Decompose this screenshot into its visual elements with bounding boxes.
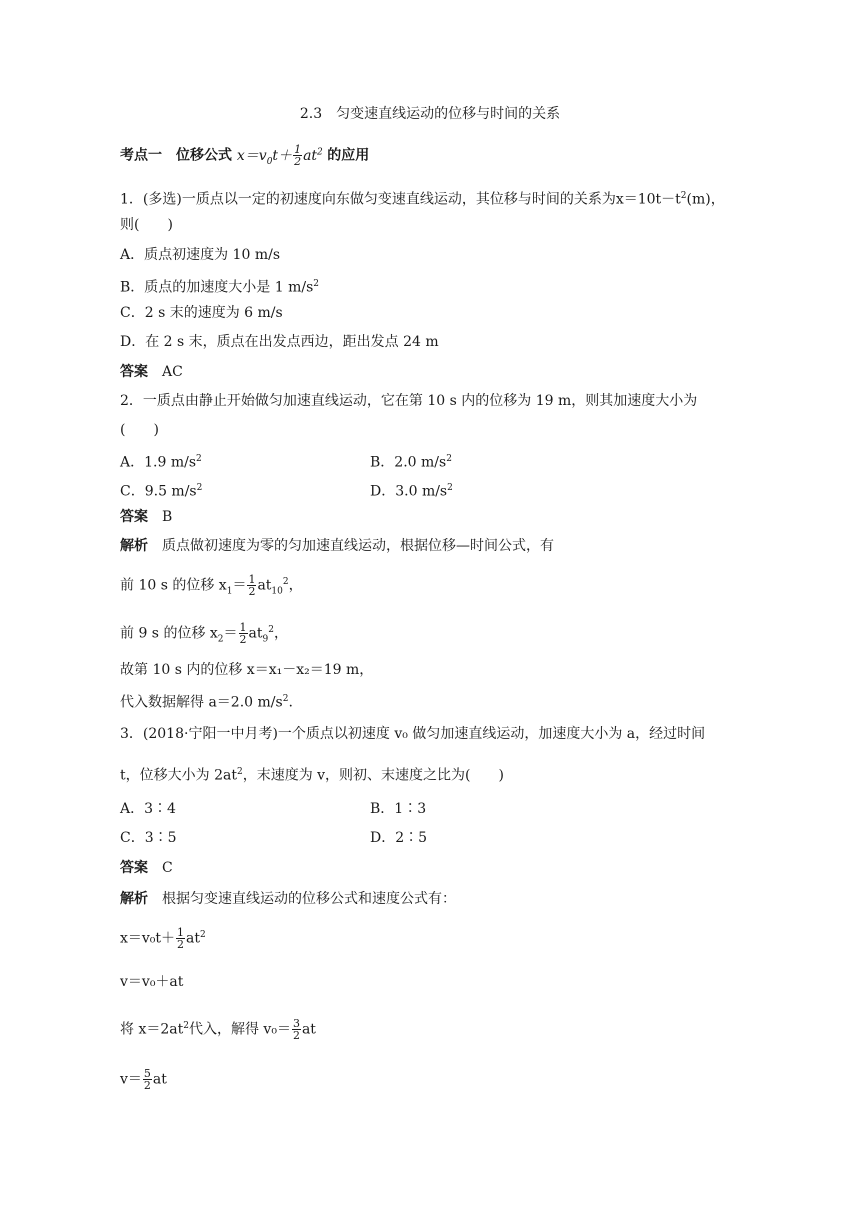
- section-heading: [120, 142, 369, 171]
- q1-option-d: D．在 2 s 末，质点在出发点西边，距出发点 24 m: [120, 334, 439, 350]
- q1-stem: 1．(多选)一质点以一定的初速度向东做匀变速直线运动，其位移与时间的关系为$x=10t-t^2(m)$，: [120, 191, 725, 208]
- q2-option-c: C．9.5 $m/s^2$: [120, 483, 203, 500]
- q3-analysis: 解析 根据匀变速直线运动的位移公式和速度公式有：: [120, 891, 456, 907]
- q1-stem-line2: 则( ): [120, 217, 173, 233]
- q2-analysis-step1: 前 10 s 的位移 $x_1=$ $\frac{1}{2}$ $at_{10}^2$，: [120, 573, 303, 599]
- q1-option-a: A．质点初速度为 10 m/s: [120, 247, 281, 263]
- q3-equation-4: v＝ $\frac{5}{2}$ at: [120, 1067, 167, 1092]
- q2-analysis-step2: 前 9 s 的位移 $x_2=$ $\frac{1}{2}$ $at_9^2$，: [120, 621, 288, 647]
- q2-option-b: B．2.0 $m/s^2$: [370, 454, 452, 471]
- q2-analysis: 解析 质点做初速度为零的匀加速直线运动，根据位移—时间公式，有: [120, 538, 554, 554]
- q3-equation-1: x＝v₀t＋ $\frac{1}{2}$ $at^2$: [120, 926, 206, 952]
- q1-option-b: B．质点的加速度大小是 1 $m/s^2$: [120, 279, 320, 296]
- q3-option-a: A．3∶4: [120, 801, 176, 817]
- q2-analysis-step3: 故第 10 s 内的位移 x＝x₁－x₂＝19 m，: [120, 662, 374, 678]
- q2-stem: 2．一质点由静止开始做匀加速直线运动，它在第 10 s 内的位移为 19 m，则其加速度大小为: [120, 393, 698, 409]
- fraction-half: $\frac{1}{2}$: [294, 143, 302, 169]
- q1-answer: 答案 AC: [120, 364, 183, 380]
- q2-analysis-step4: 代入数据解得 a＝2.0 $m/s^2$.: [120, 694, 293, 711]
- q1-option-c: C．2 s 末的速度为 6 m/s: [120, 305, 283, 321]
- section-suffix: 的应用: [327, 147, 370, 164]
- q3-equation-2: v＝v₀＋at: [120, 974, 184, 990]
- fraction-half: $\frac{1}{2}$: [239, 621, 247, 647]
- q3-stem: 3．(2018·宁阳一中月考)一个质点以初速度 v₀ 做匀加速直线运动，加速度大小为 a，经过时间: [120, 726, 706, 742]
- fraction-half: $\frac{1}{2}$: [177, 926, 185, 952]
- q2-option-a: A．1.9 $m/s^2$: [120, 454, 202, 471]
- section-formula: $x=v_0t+$ $\frac{1}{2}$ $at^2$: [236, 143, 323, 169]
- fraction-five-halves: $\frac{5}{2}$: [143, 1067, 151, 1092]
- q3-option-d: D．2∶5: [370, 830, 428, 846]
- section-label: 考点一 位移公式: [120, 147, 232, 164]
- q2-option-d: D．3.0 $m/s^2$: [370, 483, 453, 500]
- page-title: 2.3 匀变速直线运动的位移与时间的关系: [299, 106, 561, 122]
- q2-stem-line2: ( ): [120, 422, 159, 438]
- q3-option-b: B．1∶3: [370, 801, 427, 817]
- fraction-half: $\frac{1}{2}$: [248, 573, 256, 599]
- q3-option-c: C．3∶5: [120, 830, 177, 846]
- q3-answer: 答案 C: [120, 860, 173, 876]
- q3-stem-line2: t，位移大小为 $2at^2$，末速度为 v，则初、末速度之比为( ): [120, 767, 504, 784]
- q2-answer: 答案 B: [120, 509, 173, 525]
- fraction-three-halves: $\frac{3}{2}$: [292, 1017, 300, 1043]
- q3-equation-3: 将 $x=2at^2$代入，解得 v₀＝ $\frac{3}{2}$ at: [120, 1017, 316, 1043]
